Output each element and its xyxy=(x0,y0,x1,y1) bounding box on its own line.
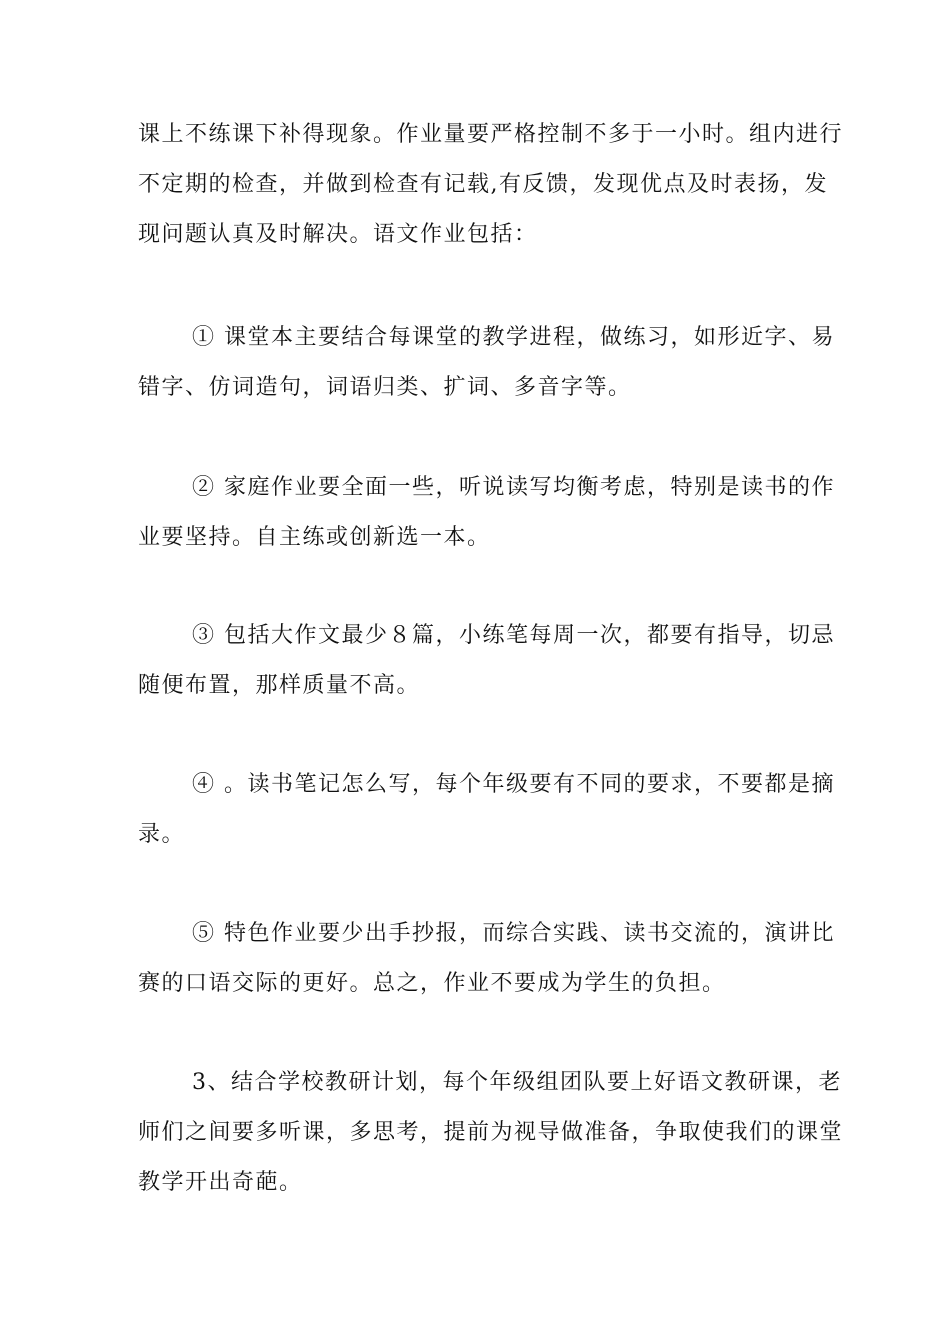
paragraph-item-4 xyxy=(138,760,835,860)
paragraph-item-2 xyxy=(138,463,835,563)
text-line: 现问题认真及时解决。语文作业包括： xyxy=(138,222,538,247)
paragraph-item-1 xyxy=(138,313,835,413)
text-line: ④ 。读书笔记怎么写，每个年级要有不同的要求，不要都是摘 xyxy=(192,772,835,797)
text-line: 师们之间要多听课，多思考，提前为视导做准备，争取使我们的课堂 xyxy=(138,1120,844,1145)
paragraph-item-3 xyxy=(138,611,835,711)
text-line: 课上不练课下补得现象。作业量要严格控制不多于一小时。组内进行 xyxy=(138,122,844,147)
paragraph-item-5 xyxy=(138,909,835,1009)
text-line: 录。 xyxy=(138,822,186,847)
text-line: 业要坚持。自主练或创新选一本。 xyxy=(138,525,491,550)
text-line: 教学开出奇葩。 xyxy=(138,1170,303,1195)
paragraph-intro xyxy=(138,110,844,260)
text-line: 3、结合学校教研计划，每个年级组团队要上好语文教研课，老 xyxy=(192,1070,842,1095)
text-line: ② 家庭作业要全面一些，听说读写均衡考虑，特别是读书的作 xyxy=(192,475,835,500)
text-line: ⑤ 特色作业要少出手抄报，而综合实践、读书交流的，演讲比 xyxy=(192,921,835,946)
text-line: ① 课堂本主要结合每课堂的教学进程，做练习，如形近字、易 xyxy=(192,325,835,350)
text-line: 赛的口语交际的更好。总之，作业不要成为学生的负担。 xyxy=(138,971,726,996)
text-line: 不定期的检查，并做到检查有记载,有反馈，发现优点及时表扬，发 xyxy=(138,172,828,197)
text-line: 随便布置，那样质量不高。 xyxy=(138,673,421,698)
text-line: 错字、仿词造句，词语归类、扩词、多音字等。 xyxy=(138,375,632,400)
text-line: ③ 包括大作文最少８篇，小练笔每周一次，都要有指导，切忌 xyxy=(192,623,835,648)
paragraph-section-3 xyxy=(138,1058,844,1208)
